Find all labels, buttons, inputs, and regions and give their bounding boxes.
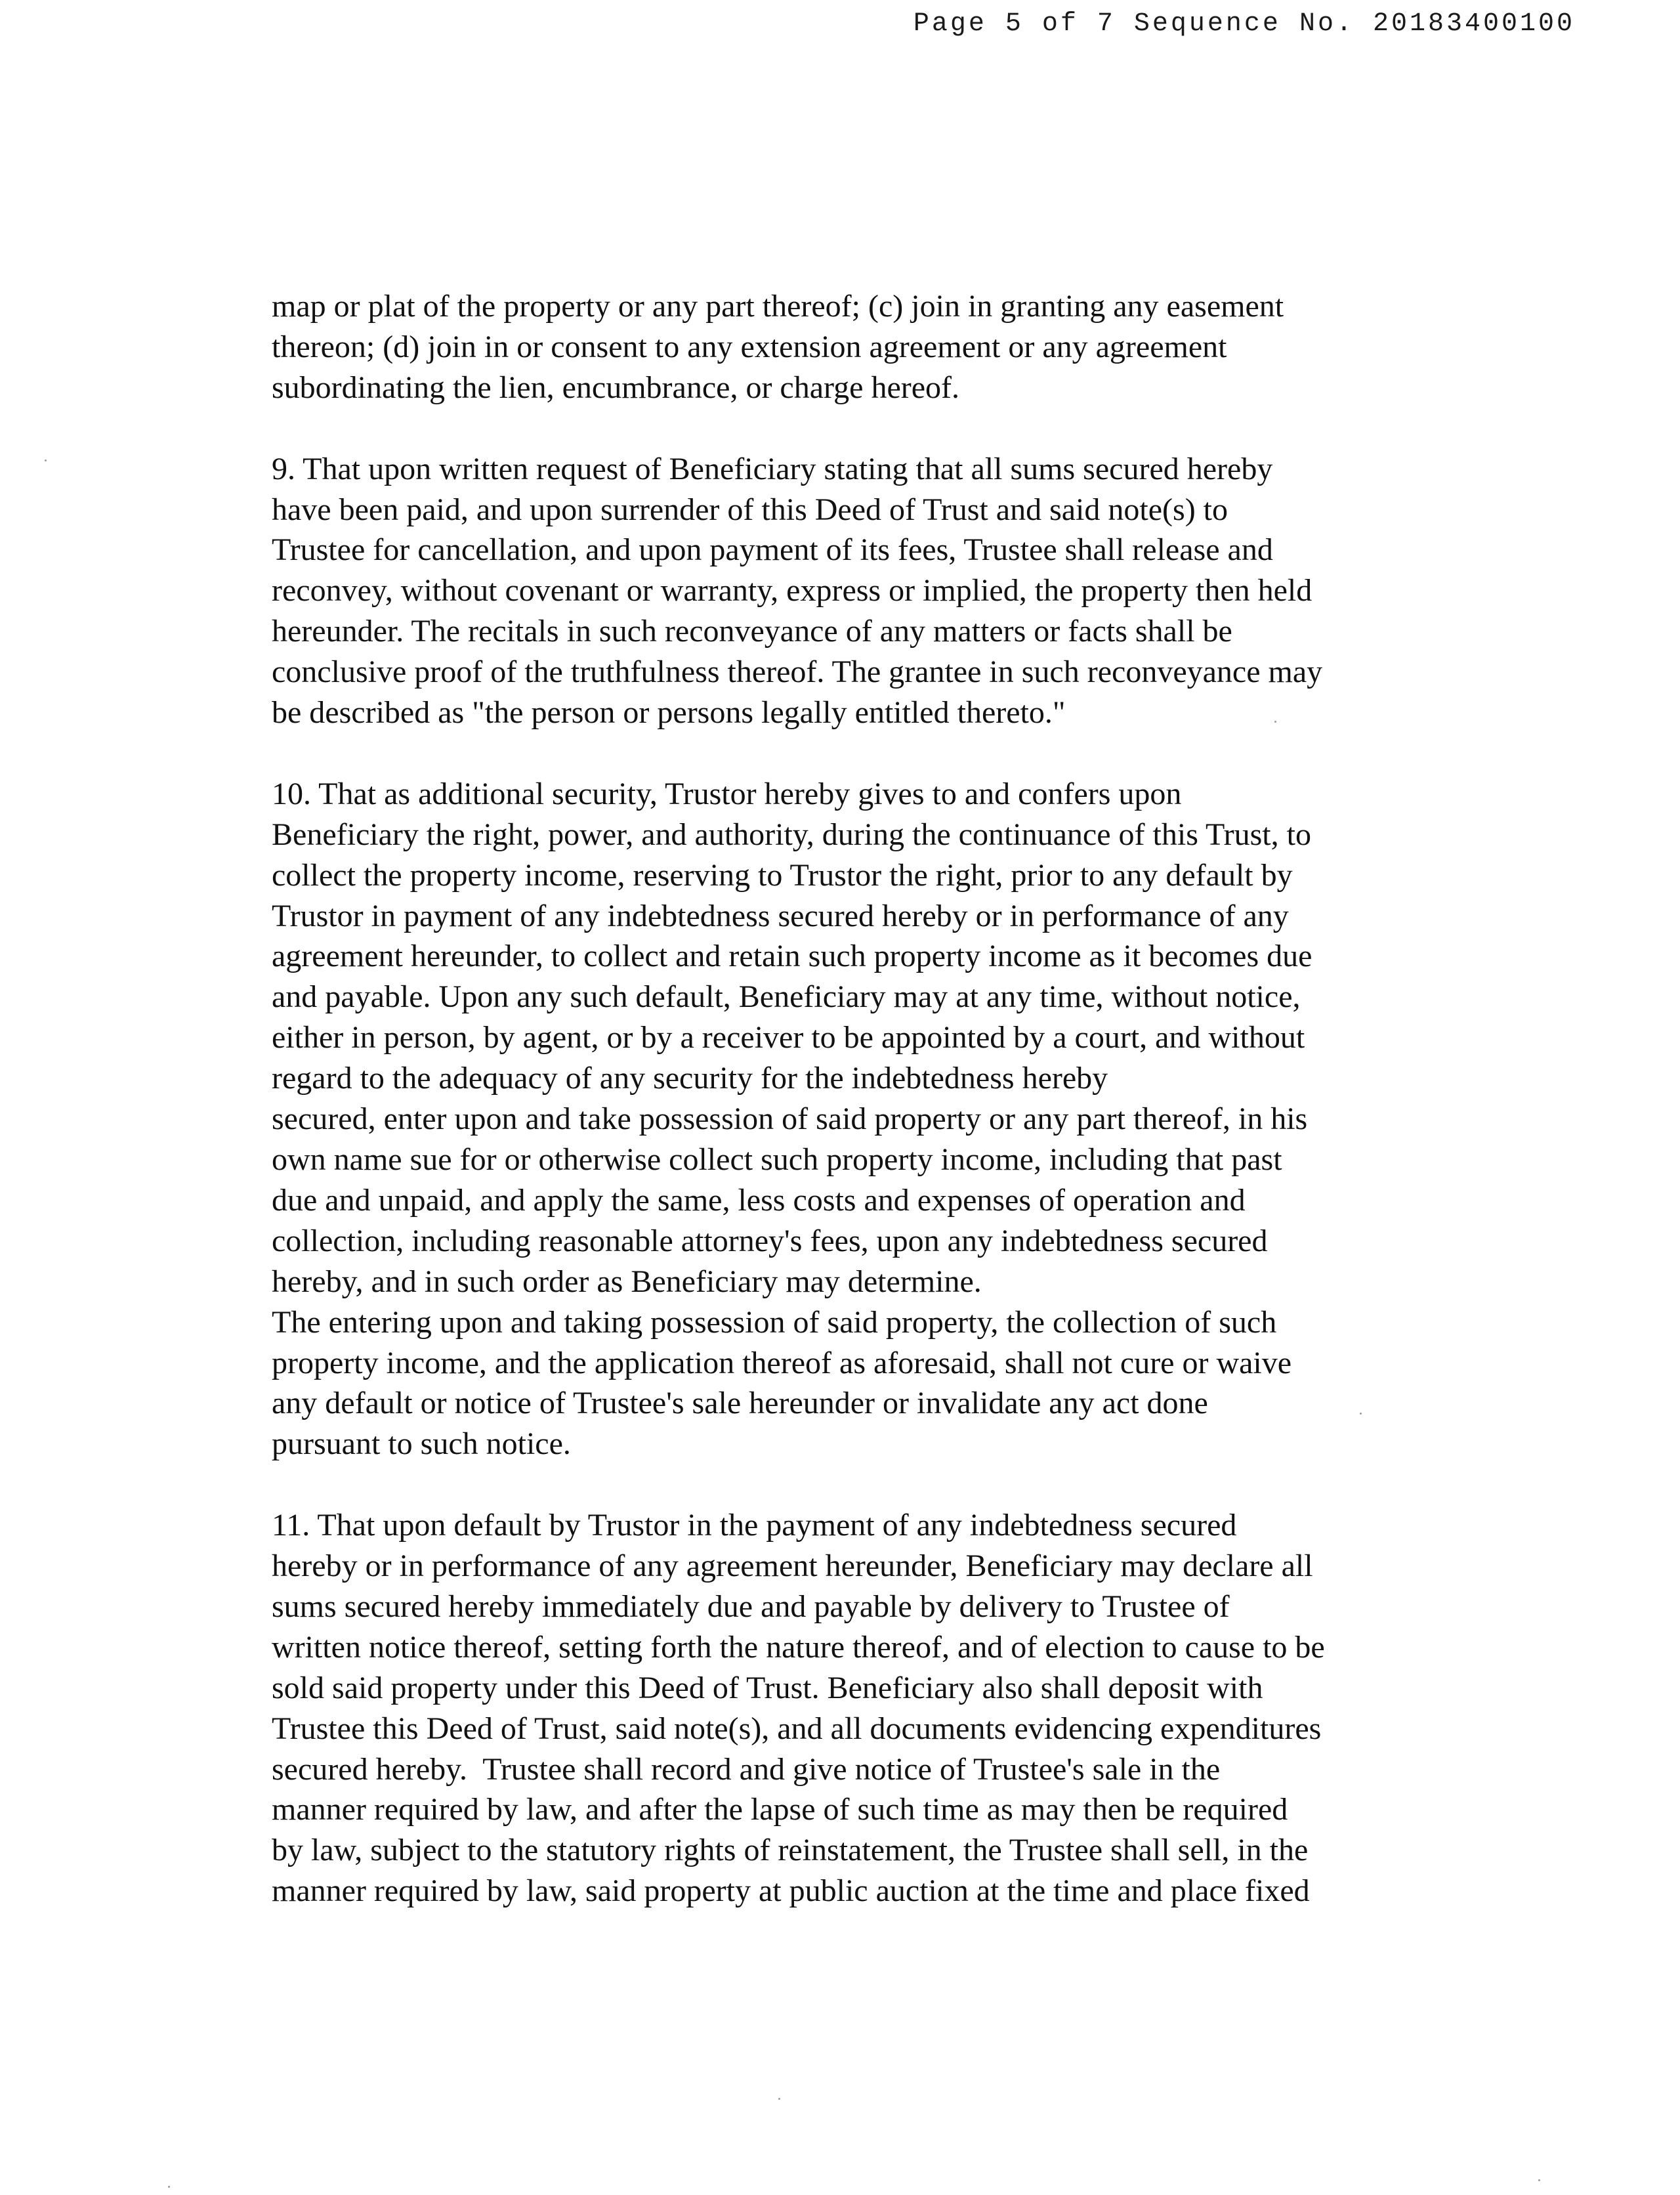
text-line: conclusive proof of the truthfulness thereof. The grantee in such reconveyance may — [272, 654, 1323, 690]
text-line: collect the property income, reserving to Trustor the right, prior to any default by — [272, 857, 1293, 893]
text-line: 11. That upon default by Trustor in the payment of any indebtedness secured — [272, 1508, 1237, 1543]
text-line: Beneficiary the right, power, and authority, during the continuance of this Trust, to — [272, 817, 1311, 852]
text-line: regard to the adequacy of any security for the indebtedness hereby — [272, 1061, 1108, 1096]
text-line: hereunder. The recitals in such reconveyance of any matters or facts shall be — [272, 614, 1232, 649]
text-line: secured, enter upon and take possession of said property or any part thereof, in his — [272, 1101, 1308, 1137]
text-line: own name sue for or otherwise collect such property income, including that past — [272, 1142, 1282, 1177]
scan-speck — [1274, 721, 1276, 723]
text-line: manner required by law, and after the lapse of such time as may then be required — [272, 1792, 1288, 1827]
paragraph-10 — [272, 774, 1453, 1464]
paragraph-8-continuation — [272, 286, 1453, 408]
text-line: have been paid, and upon surrender of this Deed of Trust and said note(s) to — [272, 492, 1228, 527]
document-body — [272, 286, 1453, 1911]
text-line: either in person, by agent, or by a receiver to be appointed by a court, and without — [272, 1020, 1305, 1055]
text-line: subordinating the lien, encumbrance, or charge hereof. — [272, 370, 960, 405]
text-line: manner required by law, said property at public auction at the time and place fixed — [272, 1873, 1310, 1909]
text-line: sums secured hereby immediately due and payable by delivery to Trustee of — [272, 1588, 1230, 1624]
scan-speck — [778, 2098, 780, 2100]
text-line: due and unpaid, and apply the same, less costs and expenses of operation and — [272, 1182, 1246, 1218]
text-line: pursuant to such notice. — [272, 1426, 571, 1462]
text-line: sold said property under this Deed of Trust. Beneficiary also shall deposit with — [272, 1670, 1263, 1705]
text-line: any default or notice of Trustee's sale hereunder or invalidate any act done — [272, 1386, 1208, 1421]
text-line: by law, subject to the statutory rights of reinstatement, the Trustee shall sell, in the — [272, 1833, 1309, 1868]
text-line: reconvey, without covenant or warranty, express or implied, the property then held — [272, 573, 1312, 608]
text-line: Trustee for cancellation, and upon payment of its fees, Trustee shall release and — [272, 532, 1273, 568]
text-line: 10. That as additional security, Trustor hereby gives to and confers upon — [272, 776, 1182, 811]
text-line: property income, and the application thereof as aforesaid, shall not cure or waive — [272, 1345, 1292, 1380]
scan-speck — [168, 2186, 170, 2188]
page-sequence-header: Page 5 of 7 Sequence No. 20183400100 — [913, 9, 1575, 39]
text-line: 9. That upon written request of Beneficiary stating that all sums secured hereby — [272, 451, 1273, 486]
text-line: Trustor in payment of any indebtedness secured hereby or in performance of any — [272, 898, 1289, 933]
text-line: collection, including reasonable attorney's fees, upon any indebtedness secured — [272, 1223, 1268, 1258]
scan-speck — [1538, 2179, 1540, 2181]
text-line: Trustee this Deed of Trust, said note(s), and all documents evidencing expenditures — [272, 1711, 1322, 1746]
text-line: agreement hereunder, to collect and retain such property income as it becomes due — [272, 939, 1312, 974]
text-line: map or plat of the property or any part thereof; (c) join in granting any easement — [272, 289, 1284, 324]
text-line: thereon; (d) join in or consent to any extension agreement or any agreement — [272, 329, 1227, 364]
text-line: hereby or in performance of any agreement hereunder, Beneficiary may declare all — [272, 1548, 1313, 1584]
text-line: secured hereby. Trustee shall record and give notice of Trustee's sale in the — [272, 1751, 1221, 1787]
text-line: hereby, and in such order as Beneficiary may determine. — [272, 1264, 982, 1299]
paragraph-11 — [272, 1505, 1453, 1911]
text-line: The entering upon and taking possession of said property, the collection of such — [272, 1304, 1277, 1340]
text-line: and payable. Upon any such default, Beneficiary may at any time, without notice, — [272, 979, 1301, 1015]
text-line: written notice thereof, setting forth the nature thereof, and of election to cause to be — [272, 1629, 1325, 1665]
scan-speck — [45, 459, 47, 461]
scan-speck — [1360, 1413, 1362, 1415]
paragraph-9 — [272, 449, 1453, 733]
text-line: be described as "the person or persons legally entitled thereto." — [272, 695, 1066, 731]
